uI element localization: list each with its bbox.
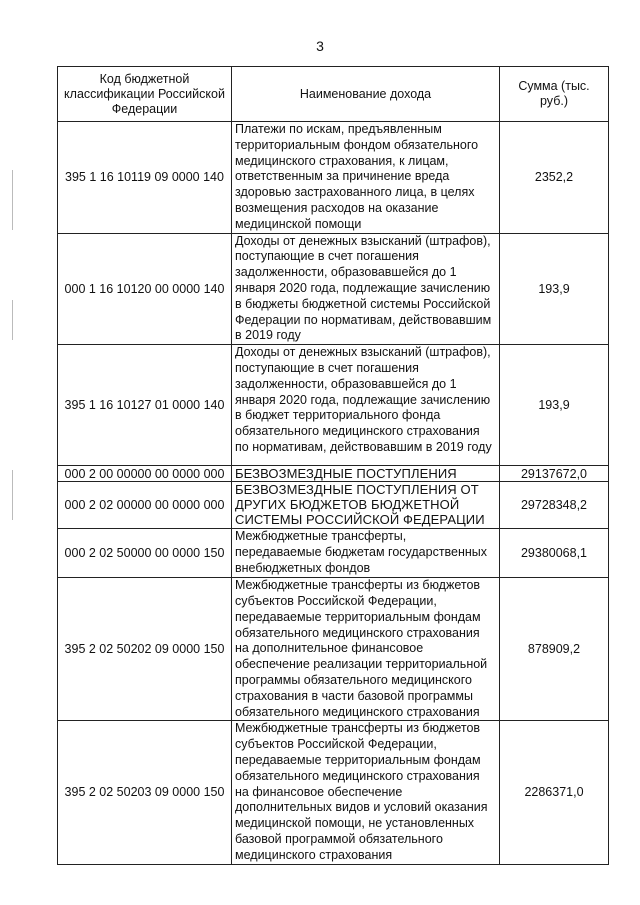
row-name: Доходы от денежных взысканий (штрафов), поступающие в счет погашения задолженности, образовавшейся до 1 января 2020 года, подлежащие зачислению в бюджеты бюджетной системы Российской Федерации по нормативам, действовавшим в 2019 году bbox=[232, 233, 500, 345]
scan-margin-mark bbox=[12, 300, 13, 340]
row-name: Межбюджетные трансферты, передаваемые бюджетам государственных внебюджетных фондов bbox=[232, 529, 500, 578]
row-name: БЕЗВОЗМЕЗДНЫЕ ПОСТУПЛЕНИЯ bbox=[232, 466, 500, 482]
row-name: Межбюджетные трансферты из бюджетов субъектов Российской Федерации, передаваемые территориальным фондам обязательного медицинского страхования на финансовое обеспечение дополнительных видов и условий оказания медицинской помощи, не установленных базовой программой обязательного медицинского страхования bbox=[232, 721, 500, 864]
row-name: Доходы от денежных взысканий (штрафов), поступающие в счет погашения задолженности, образовавшейся до 1 января 2020 года, подлежащие зачислению в бюджет территориального фонда обязательного медицинского страхования по нормативам, действовавшим в 2019 году bbox=[232, 345, 500, 466]
row-code: 000 2 02 50000 00 0000 150 bbox=[58, 529, 232, 578]
row-sum: 2352,2 bbox=[500, 122, 609, 234]
header-sum: Сумма (тыс. руб.) bbox=[500, 67, 609, 122]
row-sum: 29380068,1 bbox=[500, 529, 609, 578]
page-number: 3 bbox=[316, 38, 324, 54]
row-sum: 193,9 bbox=[500, 233, 609, 345]
revenue-table bbox=[57, 66, 609, 865]
row-sum: 29728348,2 bbox=[500, 482, 609, 529]
row-code: 395 1 16 10119 09 0000 140 bbox=[58, 122, 232, 234]
row-code: 395 1 16 10127 01 0000 140 bbox=[58, 345, 232, 466]
header-name: Наименование дохода bbox=[232, 67, 500, 122]
scan-margin-mark bbox=[12, 170, 13, 230]
header-code: Код бюджетной классификации Российской Федерации bbox=[58, 67, 232, 122]
table-row bbox=[58, 122, 609, 234]
table-row bbox=[58, 466, 609, 482]
row-sum: 29137672,0 bbox=[500, 466, 609, 482]
row-code: 000 1 16 10120 00 0000 140 bbox=[58, 233, 232, 345]
scan-margin-mark bbox=[12, 470, 13, 520]
row-name: Межбюджетные трансферты из бюджетов субъектов Российской Федерации, передаваемые территориальным фондам обязательного медицинского страхования на дополнительное финансовое обеспечение реализации территориальной программы обязательного медицинского страхования в части базовой программы обязательного медицинского страхования bbox=[232, 578, 500, 721]
row-sum: 193,9 bbox=[500, 345, 609, 466]
row-name: Платежи по искам, предъявленным территориальным фондом обязательного медицинского страхования, к лицам, ответственным за причинение вреда здоровью застрахованного лица, в целях возмещения расходов на оказание медицинской помощи bbox=[232, 122, 500, 234]
table-row bbox=[58, 482, 609, 529]
row-code: 395 2 02 50203 09 0000 150 bbox=[58, 721, 232, 864]
table-header-row bbox=[58, 67, 609, 122]
row-name: БЕЗВОЗМЕЗДНЫЕ ПОСТУПЛЕНИЯ ОТ ДРУГИХ БЮДЖЕТОВ БЮДЖЕТНОЙ СИСТЕМЫ РОССИЙСКОЙ ФЕДЕРАЦИИ bbox=[232, 482, 500, 529]
row-code: 000 2 00 00000 00 0000 000 bbox=[58, 466, 232, 482]
row-code: 000 2 02 00000 00 0000 000 bbox=[58, 482, 232, 529]
row-sum: 878909,2 bbox=[500, 578, 609, 721]
table-row bbox=[58, 345, 609, 466]
table-row bbox=[58, 578, 609, 721]
row-code: 395 2 02 50202 09 0000 150 bbox=[58, 578, 232, 721]
table-row bbox=[58, 233, 609, 345]
row-sum: 2286371,0 bbox=[500, 721, 609, 864]
table-row bbox=[58, 721, 609, 864]
table-row bbox=[58, 529, 609, 578]
